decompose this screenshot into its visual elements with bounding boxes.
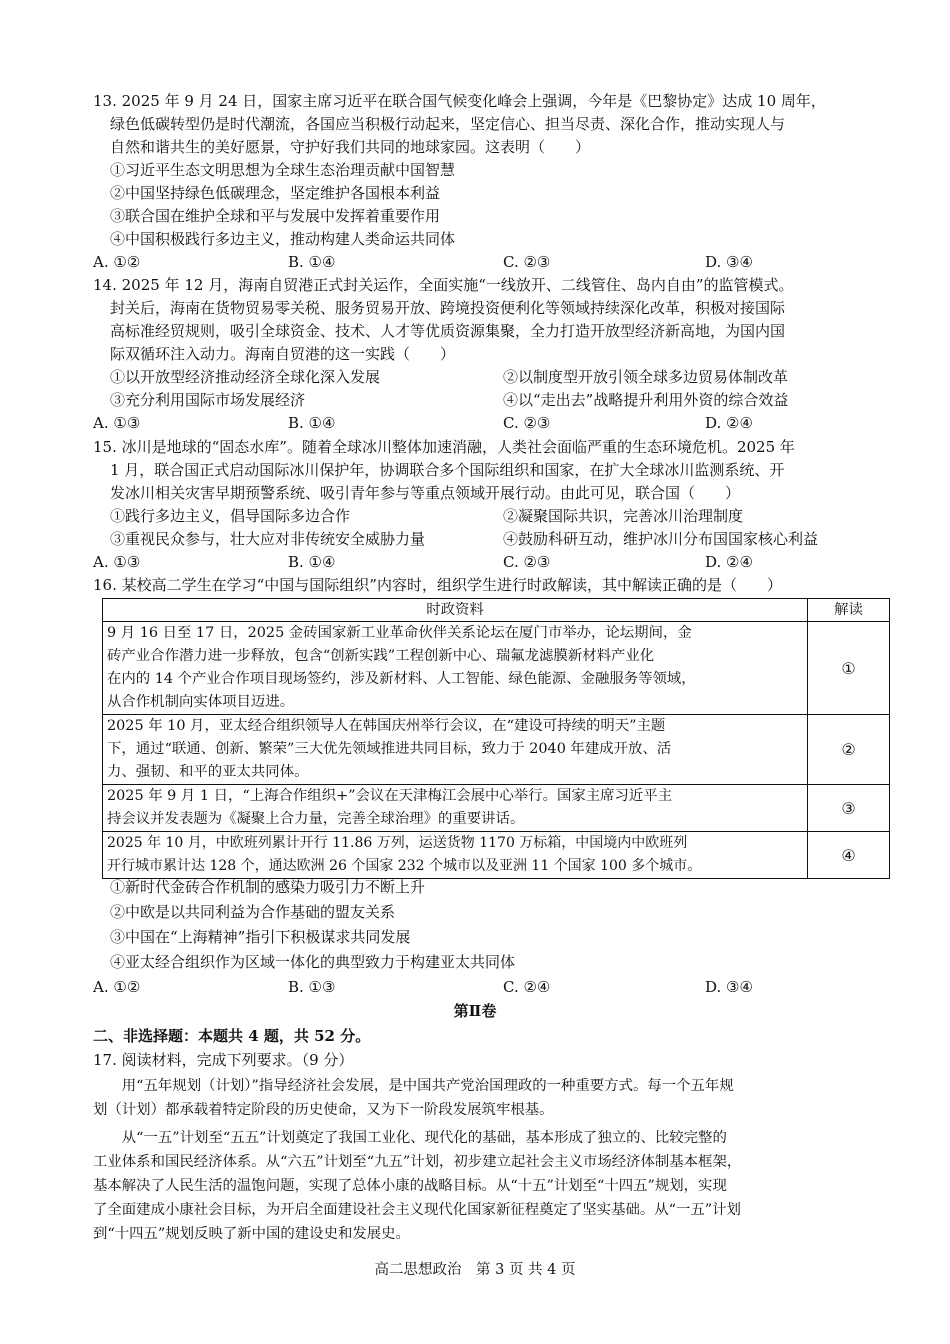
- q16-row-1-line-2: 砖产业合作潜力进一步释放，包含“创新实践”工程创新中心、瑞氟龙滤膜新材料产业化: [107, 648, 655, 664]
- q13-item-4: ④中国积极践行多边主义，推动构建人类命运共同体: [110, 230, 456, 248]
- q16-material-table: [102, 598, 890, 879]
- q13-item-3: ③联合国在维护全球和平与发展中发挥着重要作用: [110, 207, 441, 225]
- q16-choice-a[interactable]: A. ①②: [93, 978, 141, 996]
- q14-choice-c[interactable]: C. ②③: [503, 414, 551, 432]
- q15-item-3: ③重视民众参与，壮大应对非传统安全威胁力量: [110, 530, 426, 548]
- q16-row-4-line-1: 2025 年 10 月，中欧班列累计开行 11.86 万列，运送货物 1170 万标箱，中国境内中欧班列: [107, 835, 688, 851]
- q16-row-3-line-1: 2025 年 9 月 1 日，“上海合作组织+”会议在天津梅江会展中心举行。国家主席习近平主: [107, 788, 673, 804]
- q17-stem: 17. 阅读材料，完成下列要求。（9 分）: [93, 1051, 354, 1069]
- q15-stem-line-1: 15. 冰川是地球的“固态水库”。随着全球冰川整体加速消融，人类社会面临严重的生态环境危机。2025 年: [93, 438, 795, 456]
- q15-choice-c[interactable]: C. ②③: [503, 553, 551, 571]
- page-footer: 高二思想政治 第 3 页 共 4 页: [374, 1262, 576, 1278]
- q14-choice-b[interactable]: B. ①④: [288, 414, 336, 432]
- q16-table-header-row: [103, 599, 890, 622]
- q13-item-2: ②中国坚持绿色低碳理念，坚定维护各国根本利益: [110, 184, 441, 202]
- q15-item-4: ④鼓励科研互动，维护冰川分布国国家核心利益: [503, 530, 819, 548]
- part2-title: 第Ⅱ卷: [453, 1002, 497, 1020]
- q14-choice-a[interactable]: A. ①③: [93, 414, 141, 432]
- q17-p2-line-1: 从“一五”计划至“五五”计划奠定了我国工业化、现代化的基础，基本形成了独立的、比较完整的: [93, 1130, 727, 1146]
- q16-row-3-mark: ③: [808, 785, 890, 832]
- table-row: [103, 715, 890, 785]
- q13-stem-line-1: 13. 2025 年 9 月 24 日，国家主席习近平在联合国气候变化峰会上强调，今年是《巴黎协定》达成 10 周年，: [93, 92, 826, 110]
- q14-stem-line-3: 高标准经贸规则，吸引全球资金、技术、人才等优质资源集聚，全力打造开放型经济新高地，为国内国: [110, 322, 786, 340]
- q16-row-3-material: [103, 785, 808, 832]
- q14-stem-line-2: 封关后，海南在货物贸易零关税、服务贸易开放、跨境投资便利化等领域持续深化改革，积极对接国际: [110, 299, 786, 317]
- q16-header-material: 时政资料: [103, 599, 808, 622]
- q14-stem-line-4: 际双循环注入动力。海南自贸港的这一实践（ ）: [110, 345, 456, 363]
- q17-p2-line-5: 到“十四五”规划反映了新中国的建设史和发展史。: [93, 1226, 410, 1242]
- q14-item-2: ②以制度型开放引领全球多边贸易体制改革: [503, 368, 789, 386]
- q13-choice-a[interactable]: A. ①②: [93, 253, 141, 271]
- q14-item-4: ④以“走出去”战略提升利用外资的综合效益: [503, 391, 789, 409]
- q15-choice-a[interactable]: A. ①③: [93, 553, 141, 571]
- q16-row-1-mark: ①: [808, 622, 890, 715]
- q17-p1-line-2: 划（计划）都承载着特定阶段的历史使命，又为下一阶段发展筑牢根基。: [93, 1102, 554, 1118]
- q16-header-interpret: 解读: [808, 599, 890, 622]
- table-row: [103, 622, 890, 715]
- q16-row-2-line-2: 下，通过“联通、创新、繁荣”三大优先领域推进共同目标，致力于 2040 年建成开放、活: [107, 741, 672, 757]
- q16-row-2-mark: ②: [808, 715, 890, 785]
- q17-p2-line-3: 基本解决了人民生活的温饱问题，实现了总体小康的战略目标。从“十五”计划至“十四五”规划，实现: [93, 1178, 727, 1194]
- q14-item-3: ③充分利用国际市场发展经济: [110, 391, 306, 409]
- q17-paragraph-1: [93, 1074, 734, 1122]
- q16-choice-b[interactable]: B. ①③: [288, 978, 336, 996]
- q16-choice-d[interactable]: D. ③④: [705, 978, 753, 996]
- q16-item-2: ②中欧是以共同利益为合作基础的盟友关系: [110, 903, 396, 921]
- q15-choice-d[interactable]: D. ②④: [705, 553, 753, 571]
- q16-choice-c[interactable]: C. ②④: [503, 978, 551, 996]
- q13-stem-line-2: 绿色低碳转型仍是时代潮流，各国应当积极行动起来，坚定信心、担当尽责、深化合作，推动实现人与: [110, 115, 786, 133]
- q17-p2-line-2: 工业体系和国民经济体系。从“六五”计划至“九五”计划，初步建立起社会主义市场经济体制基本框架，: [93, 1154, 742, 1170]
- q15-stem-line-3: 发冰川相关灾害早期预警系统、吸引青年参与等重点领域开展行动。由此可见，联合国（ ）: [110, 484, 741, 502]
- q16-row-1-line-4: 从合作机制向实体项目迈进。: [107, 694, 295, 710]
- q14-choice-d[interactable]: D. ②④: [705, 414, 753, 432]
- q16-row-1-line-1: 9 月 16 日至 17 日，2025 金砖国家新工业革命伙伴关系论坛在厦门市举办，论坛期间，金: [107, 625, 692, 641]
- q17-p1-line-1: 用“五年规划（计划）”指导经济社会发展，是中国共产党治国理政的一种重要方式。每一个五年规: [93, 1078, 734, 1094]
- q13-choice-b[interactable]: B. ①④: [288, 253, 336, 271]
- q13-choice-c[interactable]: C. ②③: [503, 253, 551, 271]
- q16-item-3: ③中国在“上海精神”指引下积极谋求共同发展: [110, 928, 411, 946]
- q16-row-3-line-2: 持会议并发表题为《凝聚上合力量，完善全球治理》的重要讲话。: [107, 811, 525, 827]
- q17-p2-line-4: 了全面建成小康社会目标，为开启全面建设社会主义现代化国家新征程奠定了坚实基础。从“一五”计划: [93, 1202, 741, 1218]
- q15-choice-b[interactable]: B. ①④: [288, 553, 336, 571]
- q16-row-1-line-3: 在内的 14 个产业合作项目现场签约，涉及新材料、人工智能、绿色能源、金融服务等领域，: [107, 671, 696, 687]
- q13-choice-d[interactable]: D. ③④: [705, 253, 753, 271]
- table-row: [103, 785, 890, 832]
- q16-row-4-line-2: 开行城市累计达 128 个，通达欧洲 26 个国家 232 个城市以及亚洲 11 个国家 100 多个城市。: [107, 858, 702, 874]
- part2-section-heading: 二、非选择题：本题共 4 题，共 52 分。: [93, 1027, 371, 1045]
- q14-item-1: ①以开放型经济推动经济全球化深入发展: [110, 368, 381, 386]
- q13-stem-line-3: 自然和谐共生的美好愿景，守护好我们共同的地球家园。这表明（ ）: [110, 138, 591, 156]
- q16-row-2-line-1: 2025 年 10 月，亚太经合组织领导人在韩国庆州举行会议，在“建设可持续的明天”主题: [107, 718, 666, 734]
- q16-item-1: ①新时代金砖合作机制的感染力吸引力不断上升: [110, 878, 426, 896]
- q17-paragraph-2: [93, 1126, 741, 1246]
- q16-stem: 16. 某校高二学生在学习“中国与国际组织”内容时，组织学生进行时政解读，其中解读正确的是（ ）: [93, 576, 782, 594]
- q16-row-2-line-3: 力、强韧、和平的亚太共同体。: [107, 764, 309, 780]
- q16-row-1-material: [103, 622, 808, 715]
- q16-row-2-material: [103, 715, 808, 785]
- q15-stem-line-2: 1 月，联合国正式启动国际冰川保护年，协调联合多个国际组织和国家，在扩大全球冰川监测系统、开: [110, 461, 785, 479]
- q13-item-1: ①习近平生态文明思想为全球生态治理贡献中国智慧: [110, 161, 456, 179]
- q16-item-4: ④亚太经合组织作为区域一体化的典型致力于构建亚太共同体: [110, 953, 516, 971]
- q14-stem-line-1: 14. 2025 年 12 月，海南自贸港正式封关运作，全面实施“一线放开、二线管住、岛内自由”的监管模式。: [93, 276, 794, 294]
- table-row: [103, 832, 890, 879]
- q15-item-1: ①践行多边主义，倡导国际多边合作: [110, 507, 351, 525]
- q16-row-4-mark: ④: [808, 832, 890, 879]
- q16-row-4-material: [103, 832, 808, 879]
- q15-item-2: ②凝聚国际共识，完善冰川治理制度: [503, 507, 744, 525]
